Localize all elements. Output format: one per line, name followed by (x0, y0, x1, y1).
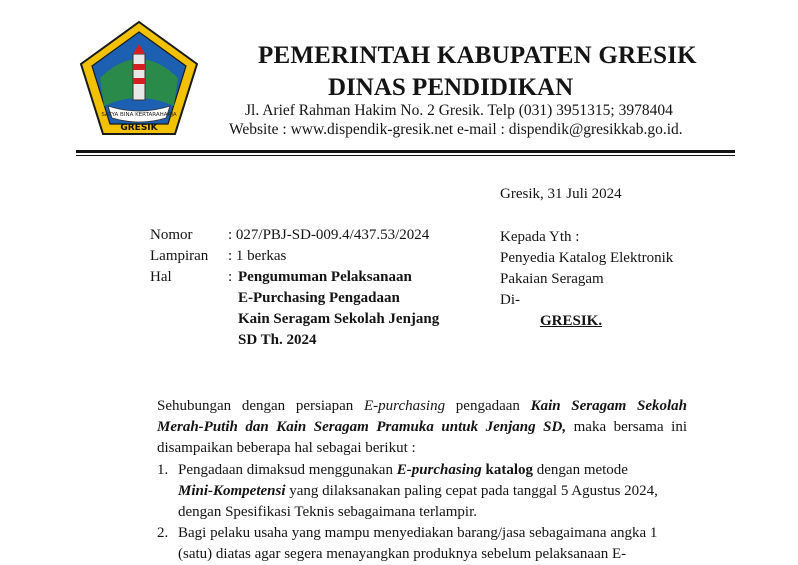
i1-text-f: yang dilaksanakan paling cepat pada tanggal 5 Agustus 2024, (285, 483, 658, 499)
recipient-line-4: Di- (500, 292, 520, 308)
item-1-line-1 (178, 460, 628, 481)
lampiran-value: : 1 berkas (228, 248, 287, 264)
item-2-line-2: (satu) diatas agar segera menayangkan produknya sebelum pelaksanaan E- (178, 546, 627, 562)
nomor-label: Nomor (150, 227, 193, 243)
body-paragraph-1 (157, 396, 687, 459)
i1-text-b: E-purchasing (396, 462, 482, 478)
item-2-line-1: Bagi pelaku usaha yang mampu menyediakan barang/jasa sebagaimana angka 1 (178, 525, 658, 541)
item-1-line-3: dengan Spesifikasi Teknis sebagaimana terlampir. (178, 504, 478, 520)
p1-text-c: pengadaan (445, 398, 531, 414)
header-department-title: DINAS PENDIDIKAN (328, 74, 574, 101)
i1-text-a: Pengadaan dimaksud menggunakan (178, 462, 397, 478)
item-2-number: 2. (157, 525, 169, 541)
gresik-emblem-logo (78, 20, 200, 138)
p1-text-d: Kain Seragam Sekolah Merah-Putih dan Kain Seragam Pramuka untuk Jenjang SD, (157, 398, 688, 435)
item-1-number: 1. (157, 462, 169, 478)
i1-text-e: Mini-Kompetensi (178, 483, 286, 499)
header-contact: Website : www.dispendik-gresik.net e-mail : dispendik@gresikkab.go.id. (229, 121, 683, 138)
hal-line-4: SD Th. 2024 (238, 332, 317, 348)
header-rule-thin (76, 155, 735, 156)
hal-colon: : (228, 269, 233, 285)
p1-text-e: maka bersama ini disampaikan beberapa hal sebagai berikut : (157, 419, 687, 456)
recipient-city: GRESIK. (540, 313, 603, 329)
hal-line-2: E-Purchasing Pengadaan (238, 290, 400, 306)
header-rule-thick (76, 150, 735, 153)
header-government-title: PEMERINTAH KABUPATEN GRESIK (258, 42, 697, 69)
recipient-line-2: Penyedia Katalog Elektronik (500, 250, 674, 266)
p1-text-a: Sehubungan dengan persiapan (157, 398, 364, 414)
i1-text-d: dengan metode (533, 462, 628, 478)
hal-line-1: Pengumuman Pelaksanaan (238, 269, 412, 285)
hal-label: Hal (150, 269, 172, 285)
item-1-line-2 (178, 481, 658, 502)
p1-text-b: E-purchasing (364, 398, 446, 414)
logo-text: GRESIK (120, 123, 158, 133)
hal-line-3: Kain Seragam Sekolah Jenjang (238, 311, 440, 327)
logo-motto: SATYA BINA KERTARAHARJA (101, 112, 177, 118)
letter-date: Gresik, 31 Juli 2024 (500, 186, 622, 202)
lampiran-label: Lampiran (150, 248, 209, 264)
i1-text-c: katalog (481, 462, 533, 478)
header-address: Jl. Arief Rahman Hakim No. 2 Gresik. Telp (031) 3951315; 3978404 (245, 102, 673, 119)
recipient-line-1: Kepada Yth : (500, 229, 580, 245)
recipient-line-3: Pakaian Seragam (500, 271, 604, 287)
nomor-value: : 027/PBJ-SD-009.4/437.53/2024 (228, 227, 430, 243)
